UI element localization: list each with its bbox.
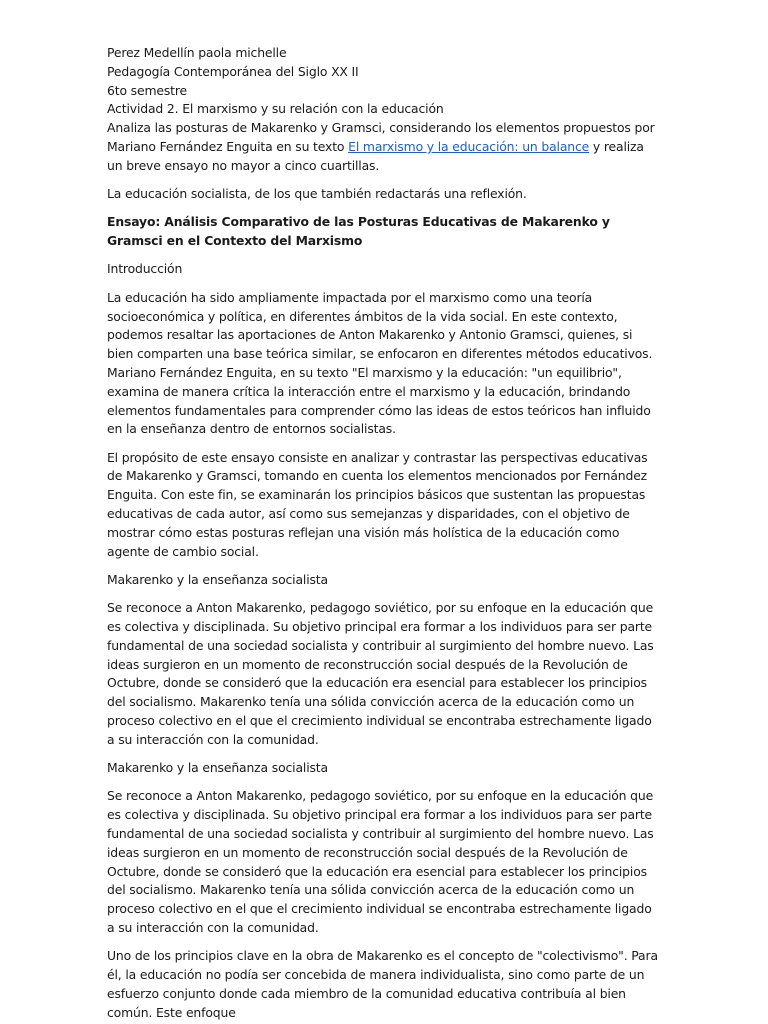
semester-line: 6to semestre <box>107 82 187 98</box>
intro-paragraph-1: La educación ha sido ampliamente impactada por el marxismo como una teoría socioeconómica y política, en diferentes ámbitos de la vida social. En este contexto, podemos resaltar las aportaciones de Anton Makarenko y Antonio Gramsci, quienes, si bien comparten una base teórica similar, se enfocaron en diferentes métodos educativos. Mariano Fernández Enguita, en su texto "El marxismo y la educación: "un equilibrio", examina de manera crítica la interacción entre el marxismo y la educación, brindando elementos fundamentales para comprender cómo las ideas de estos teóricos han influido en la enseñanza dentro de entornos socialistas. <box>107 289 653 437</box>
activity-line: Actividad 2. El marxismo y su relación con la educación <box>107 101 444 117</box>
intro-paragraph-2: El propósito de este ensayo consiste en analizar y contrastar las perspectivas educativas de Makarenko y Gramsci, tomando en cuenta los elementos mencionados por Fernández Enguita. Con este fin, se examinarán los principios básicos que sustentan las propuestas educativas de cada autor, así como sus semejanzas y disparidades, con el objetivo de mostrar cómo estas posturas reflejan una visión más holística de la educación como agente de cambio social. <box>107 449 648 559</box>
collectivism-paragraph: Uno de los principios clave en la obra de Makarenko es el concepto de "colectivismo". Para él, la educación no podía ser concebida de manera individualista, sino como parte de un esfuerzo conjunto donde cada miembro de la comunidad educativa contribuía al bien común. Este enfoque <box>107 948 658 1020</box>
section-heading-intro: Introducción <box>107 261 183 277</box>
makarenko-paragraph-1: Se reconoce a Anton Makarenko, pedagogo soviético, por su enfoque en la educación que es colectiva y disciplinada. Su objetivo principal era formar a los individuos para ser parte fundamental de una sociedad socialista y contribuir al surgimiento del hombre nuevo. Las ideas surgieron en un momento de reconstrucción social después de la Revolución de Octubre, donde se consideró que la educación era esencial para establecer los principios del socialismo. Makarenko tenía una sólida convicción acerca de la educación como un proceso colectivo en el que el crecimiento individual se encontraba estrechamente ligado a su interacción con la comunidad. <box>107 600 654 747</box>
author-line: Perez Medellín paola michelle <box>107 45 287 60</box>
section-heading-makarenko-1: Makarenko y la enseñanza socialista <box>107 571 328 587</box>
section-heading-makarenko-2: Makarenko y la enseñanza socialista <box>107 760 328 776</box>
instructions-paragraph <box>107 119 662 175</box>
course-line: Pedagogía Contemporánea del Siglo XX II <box>107 63 359 79</box>
reference-link[interactable]: El marxismo y la educación: un balance <box>348 138 590 154</box>
instructions-text-before: Analiza las posturas de Makarenko y Gramsci, considerando los elementos propuestos por Mariano Fernández Enguita en su texto <box>107 120 655 154</box>
reflection-note: La educación socialista, de los que también redactarás una reflexión. <box>107 186 527 202</box>
instructions-text-after: y realiza un breve ensayo no mayor a cinco cuartillas. <box>107 138 644 173</box>
makarenko-paragraph-2: Se reconoce a Anton Makarenko, pedagogo soviético, por su enfoque en la educación que es colectiva y disciplinada. Su objetivo principal era formar a los individuos para ser parte fundamental de una sociedad socialista y contribuir al surgimiento del hombre nuevo. Las ideas surgieron en un momento de reconstrucción social después de la Revolución de Octubre, donde se consideró que la educación era esencial para establecer los principios del socialismo. Makarenko tenía una sólida convicción acerca de la educación como un proceso colectivo en el que el crecimiento individual se encontraba estrechamente ligado a su interacción con la comunidad. <box>107 788 654 935</box>
essay-title: Ensayo: Análisis Comparativo de las Posturas Educativas de Makarenko y Gramsci en el Contexto del Marxismo <box>107 214 610 249</box>
